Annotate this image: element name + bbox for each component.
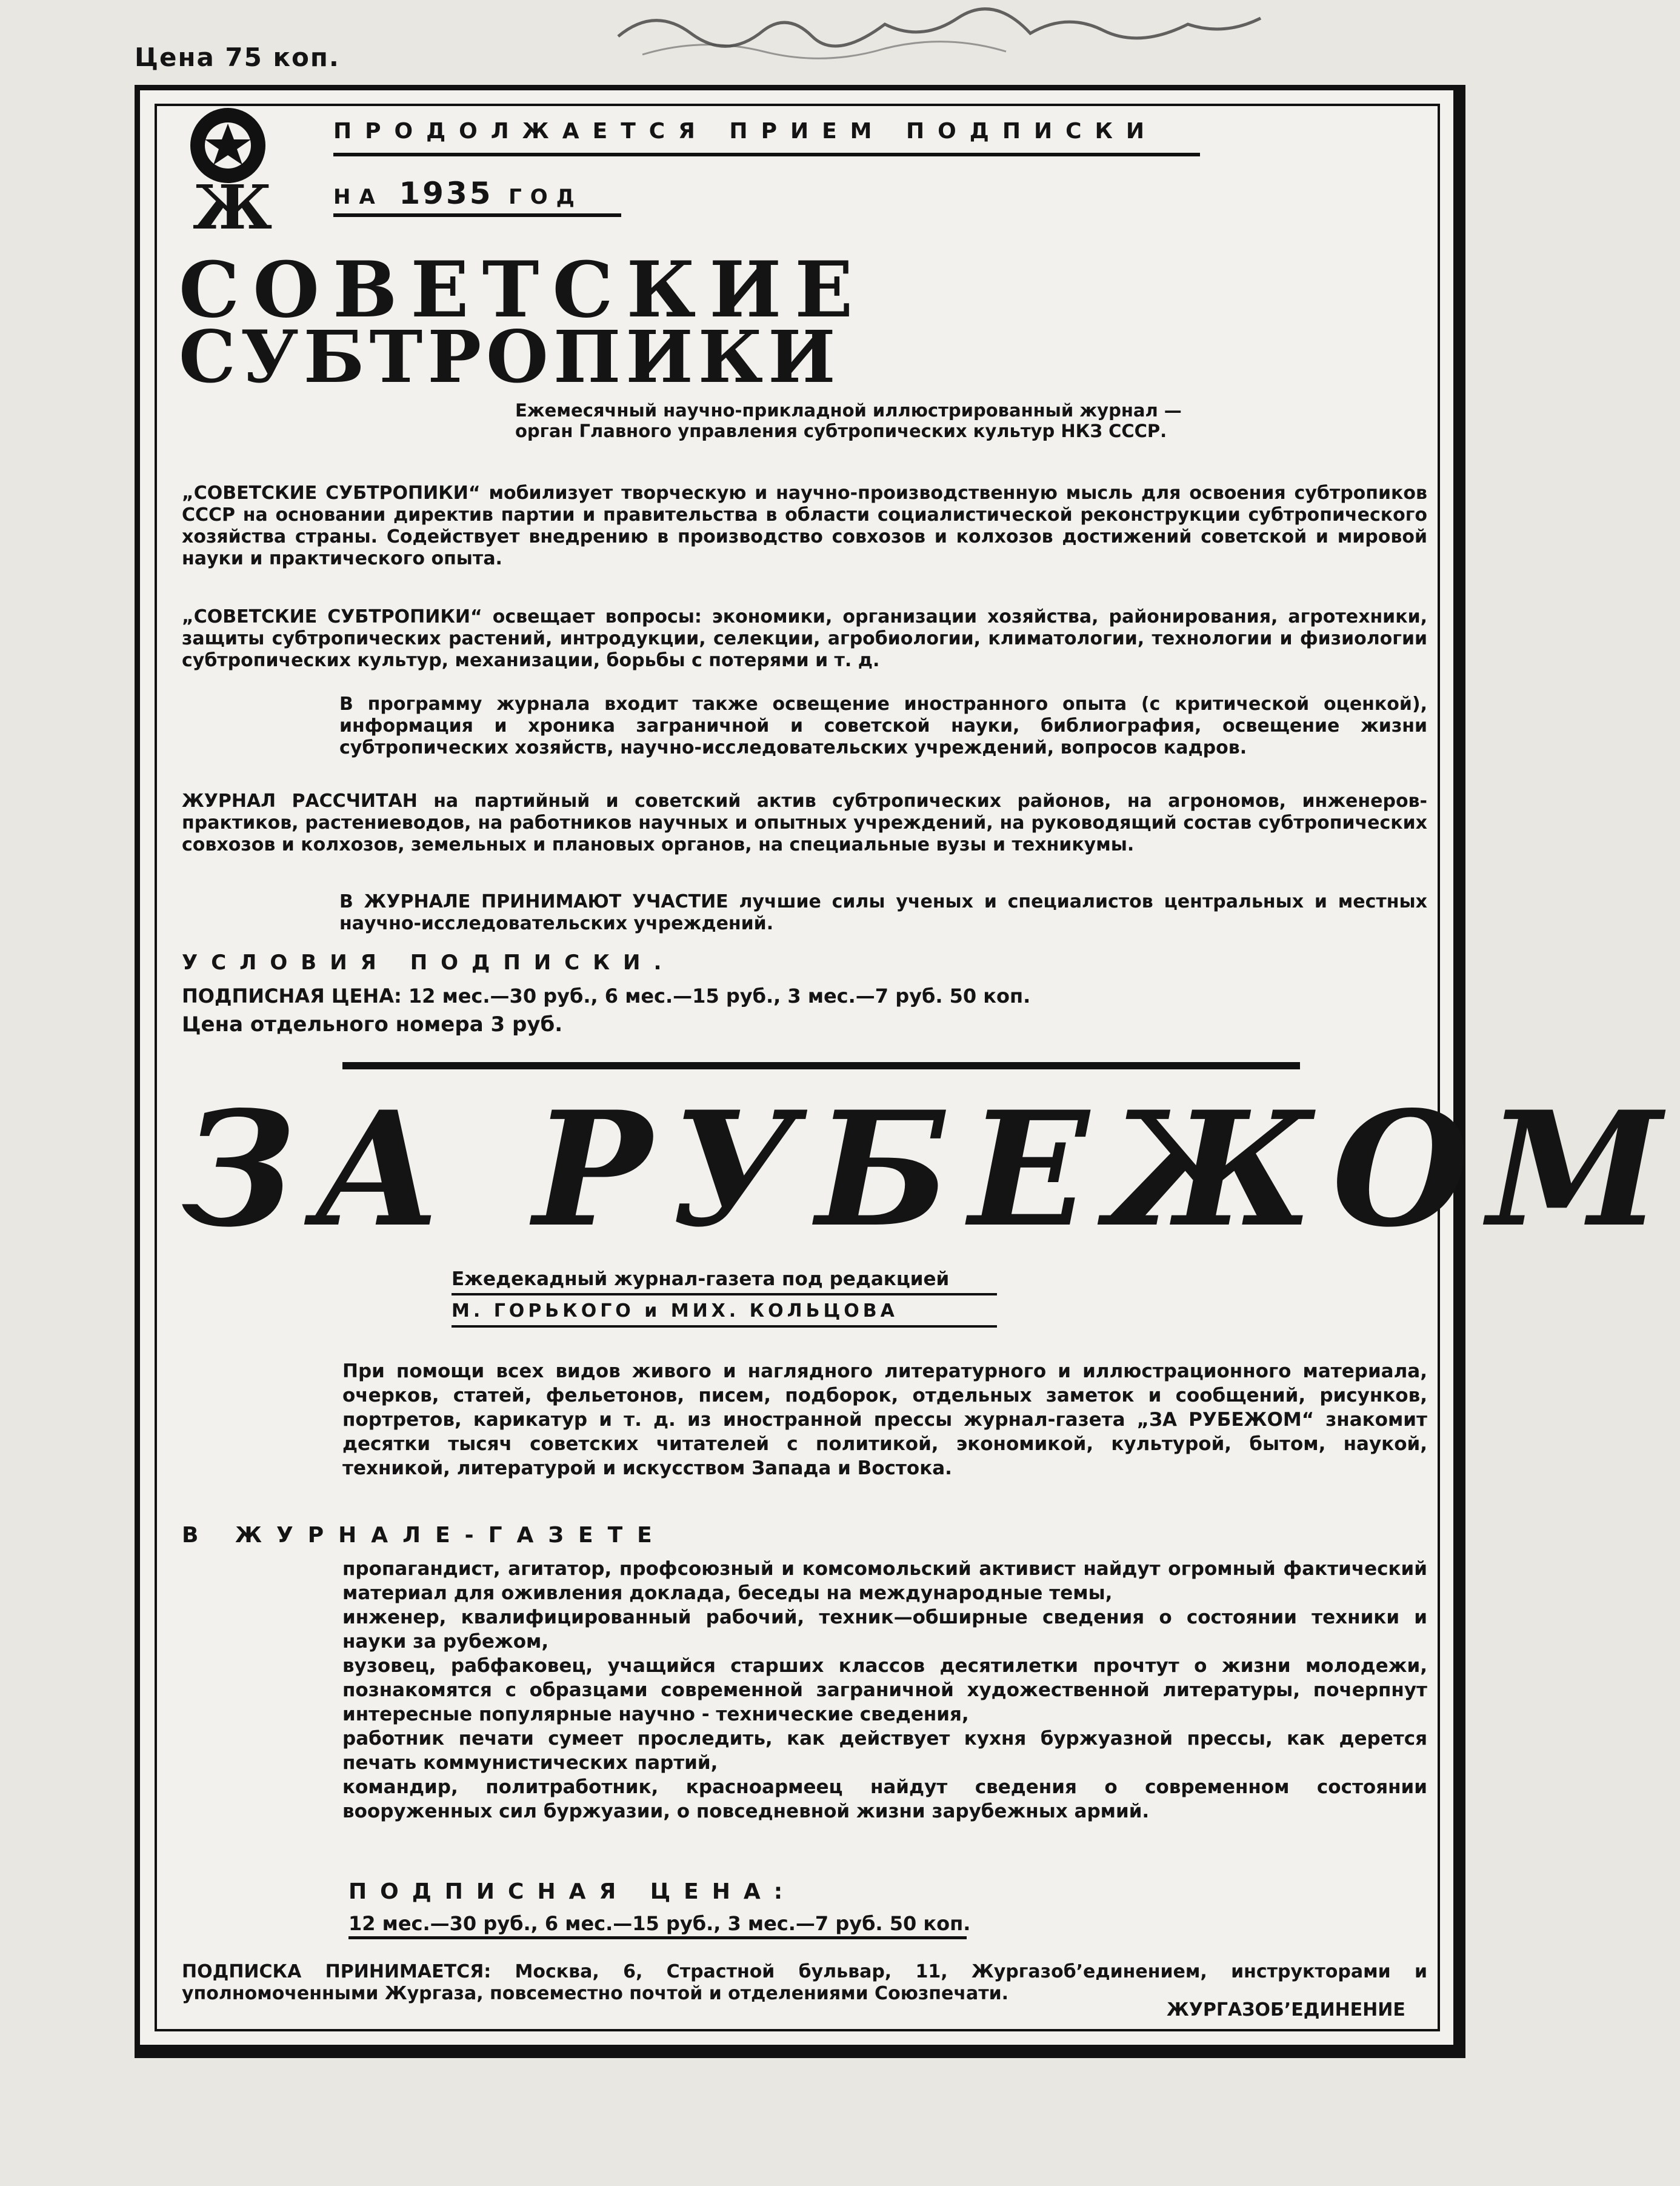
- paragraph-audience: ЖУРНАЛ РАССЧИТАН на партийный и советский актив субтропических районов, на агрономов, инженеров-практиков, растениеводов, на работников научных и опытных учреждений, на руководящий состав субтропических совхозов и колхозов, земельных и плановых органов, на специальные вузы и техникумы.: [182, 791, 1427, 855]
- magazine-subtitle: Ежемесячный научно-прикладной иллюстрированный журнал — орган Главного управления субтропических культур НКЗ СССР.: [515, 400, 1182, 441]
- paragraph-topics: „СОВЕТСКИЕ СУБТРОПИКИ“ освещает вопросы: экономики, организации хозяйства, районирования, агротехники, защиты субтропических растений, интродукции, селекции, агробиологии, климатологии, технологии и физиологии субтропических культур, механизации, борьбы с потерями и т. д.: [182, 606, 1427, 671]
- year-prefix: НА: [333, 185, 384, 209]
- handwritten-scribble: [606, 0, 1273, 67]
- list-item: командир, политработник, красноармеец найдут сведения о современном состоянии вооруженных сил буржуазии, о повседневной жизни зарубежных армий.: [342, 1776, 1427, 1822]
- newspaper-title: ЗА РУБЕЖОМ: [182, 1077, 1680, 1262]
- list-item: вузовец, рабфаковец, учащийся старших классов десятилетки прочтут о жизни молодежи, познакомятся с образцами современной заграничной художественной литературы, почерпнут интересные популярные научно - технические сведения,: [342, 1655, 1427, 1725]
- paragraph-mission: „СОВЕТСКИЕ СУБТРОПИКИ“ мобилизует творческую и научно-производственную мысль для освоения субтропиков СССР на основании директив партии и правительства в области социалистической реконструкции субтропического хозяйства страны. Содействует внедрению в производство совхозов и колхозов достижений советской и мировой науки и практического опыта.: [182, 483, 1427, 569]
- newspaper-price: 12 мес.—30 руб., 6 мес.—15 руб., 3 мес.—7 руб. 50 коп.: [348, 1912, 971, 1935]
- list-item: пропагандист, агитатор, профсоюзный и комсомольский активист найдут огромный фактический материал для оживления доклада, беседы на международные темы,: [342, 1558, 1427, 1604]
- header-rule-1: [333, 153, 1200, 156]
- year-number: 1935: [399, 176, 493, 211]
- section-divider: [342, 1062, 1300, 1069]
- conditions-heading: УСЛОВИЯ ПОДПИСКИ.: [182, 951, 675, 975]
- newspaper-audience-list: [342, 1557, 1427, 1823]
- editors-rule: [452, 1325, 997, 1328]
- newspaper-editors: М. ГОРЬКОГО и МИХ. КОЛЬЦОВА: [452, 1300, 898, 1322]
- header-rule-2: [333, 213, 621, 217]
- newspaper-section-heading: В ЖУРНАЛЕ-ГАЗЕТЕ: [182, 1523, 667, 1548]
- paragraph-program: В программу журнала входит также освещение иностранного опыта (с критической оценкой), информация и хроника заграничной и советской науки, библиография, освещение жизни субтропических хозяйств, научно-исследовательских учреждений, вопросов кадров.: [339, 694, 1427, 758]
- subscription-year-line: [333, 176, 583, 211]
- subscription-address: ПОДПИСКА ПРИНИМАЕТСЯ: Москва, 6, Страстной бульвар, 11, Жургазоб’единением, инструкторами и уполномоченными Жургаза, повсеместно почтой и отделениями Союзпечати.: [182, 1961, 1427, 2004]
- cover-price: Цена 75 коп.: [135, 42, 340, 72]
- subscription-header: ПРОДОЛЖАЕТСЯ ПРИЕМ ПОДПИСКИ: [333, 119, 1158, 144]
- magazine-title-line1: СОВЕТСКИЕ: [179, 245, 867, 335]
- subscription-price: ПОДПИСНАЯ ЦЕНА: 12 мес.—30 руб., 6 мес.—15 руб., 3 мес.—7 руб. 50 коп.: [182, 984, 1031, 1008]
- price-rule: [348, 1936, 967, 1939]
- publisher-logo: [181, 104, 278, 243]
- newspaper-intro: При помощи всех видов живого и наглядного литературного и иллюстрационного материала, очерков, статей, фельетонов, писем, подборок, отдельных заметок и сообщений, рисунков, портретов, карикатур и т. д. из иностранной прессы журнал-газета „ЗА РУБЕЖОМ“ знакомит десятки тысяч советских читателей с политикой, экономикой, культурой, бытом, наукой, техникой, литературой и искусством Запада и Востока.: [342, 1360, 1427, 1479]
- magazine-title-line2: СУБТРОПИКИ: [179, 315, 841, 399]
- publisher-name: ЖУРГАЗОБ’ЕДИНЕНИЕ: [1167, 1999, 1405, 2021]
- subtitle-rule: [452, 1293, 997, 1295]
- list-item: инженер, квалифицированный рабочий, техник—обширные сведения о состоянии техники и науки за рубежом,: [342, 1606, 1427, 1653]
- year-suffix: ГОД: [508, 185, 583, 209]
- list-item: работник печати сумеет проследить, как действует кухня буржуазной прессы, как дерется печать коммунистических партий,: [342, 1728, 1427, 1774]
- logo-letter: Ж: [193, 172, 273, 243]
- paragraph-contributors: В ЖУРНАЛЕ ПРИНИМАЮТ УЧАСТИЕ лучшие силы ученых и специалистов центральных и местных научно-исследовательских учреждений.: [339, 891, 1427, 934]
- newspaper-price-heading: ПОДПИСНАЯ ЦЕНА:: [348, 1879, 796, 1904]
- newspaper-subtitle: Ежедекадный журнал-газета под редакцией: [452, 1268, 950, 1290]
- single-issue-price: Цена отдельного номера 3 руб.: [182, 1012, 563, 1037]
